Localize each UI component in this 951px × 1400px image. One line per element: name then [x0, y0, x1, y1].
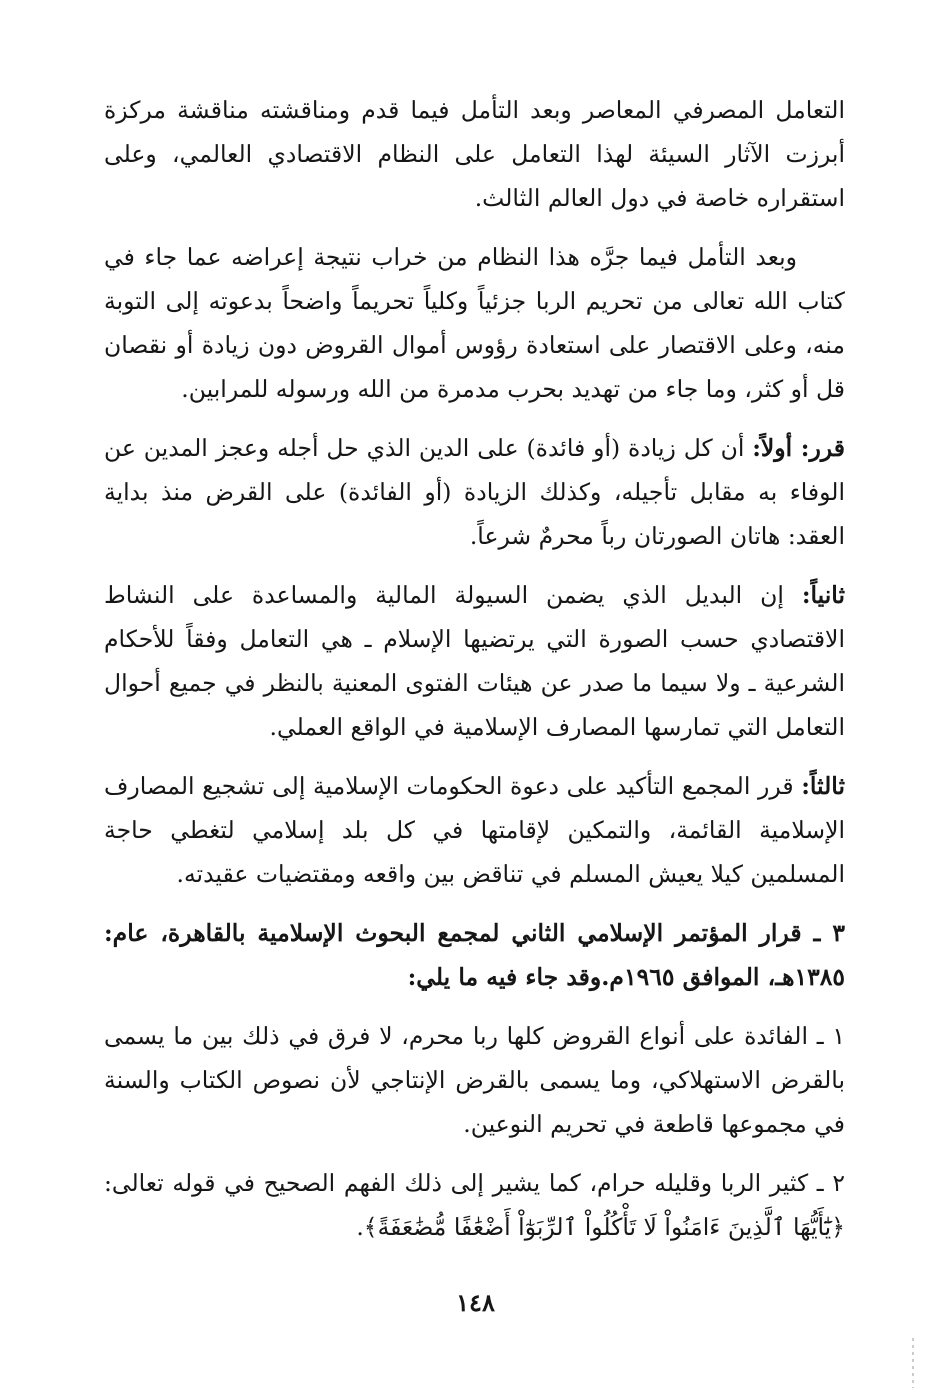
page-number: ١٤٨	[456, 1288, 495, 1317]
quran-verse: ﴿يَٰٓأَيُّهَا ٱلَّذِينَ ءَامَنُواْ لَا تَأْكُلُواْ ٱلرِّبَوٰٓاْ أَضْعَٰفًا مُّضَٰعَفَةً﴾	[363, 1213, 845, 1241]
paragraph-resolution-third	[104, 764, 845, 896]
paragraph-text: وبعد التأمل فيما جرَّه هذا النظام من خراب نتيجة إعراضه عما جاء في كتاب الله تعالى من تحريم الربا جزئياً وكلياً تحريماً واضحاً بدعوته إلى التوبة منه، وعلى الاقتصار على استعادة رؤوس أموال القروض دون زيادة أو نقصان قل أو كثر، وما جاء من تهديد بحرب مدمرة من الله ورسوله للمرابين.	[104, 243, 845, 403]
section-heading: ٣ ـ قرار المؤتمر الإسلامي الثاني لمجمع البحوث الإسلامية بالقاهرة، عام: ١٣٨٥هـ، الموافق ١٩٦٥م.وقد جاء فيه ما يلي:	[104, 919, 845, 991]
paragraph-intro	[104, 88, 845, 220]
scan-edge-mark	[912, 1338, 914, 1388]
paragraph-lead: ثالثاً:	[801, 772, 845, 800]
list-item	[104, 1014, 845, 1146]
paragraph-resolution-second	[104, 573, 845, 749]
list-item-tail: .	[356, 1213, 364, 1241]
paragraph-text: إن البديل الذي يضمن السيولة المالية والمساعدة على النشاط الاقتصادي حسب الصورة التي يرتضيها الإسلام ـ هي التعامل وفقاً للأحكام الشرعية ـ ولا سيما ما صدر عن هيئات الفتوى المعنية بالنظر في جميع أحوال التعامل التي تمارسها المصارف الإسلامية في الواقع العملي.	[104, 581, 845, 741]
paragraph-text: قرر المجمع التأكيد على دعوة الحكومات الإسلامية إلى تشجيع المصارف الإسلامية القائمة، والتمكين لإقامتها في كل بلد إسلامي لتغطي حاجة المسلمين كيلا يعيش المسلم في تناقض بين واقعه ومقتضيات عقيدته.	[104, 772, 845, 888]
paragraph-reflection	[104, 235, 845, 411]
paragraph-lead: قرر: أولاً:	[752, 434, 845, 462]
list-item	[104, 1161, 845, 1249]
list-item-text: ٢ ـ كثير الربا وقليله حرام، كما يشير إلى ذلك الفهم الصحيح في قوله تعالى:	[104, 1169, 845, 1197]
paragraph-lead: ثانياً:	[801, 581, 845, 609]
page-body	[104, 88, 845, 1264]
paragraph-text: أن كل زيادة (أو فائدة) على الدين الذي حل أجله وعجز المدين عن الوفاء به مقابل تأجيله، وكذلك الزيادة (أو الفائدة) على القرض منذ بداية العقد: هاتان الصورتان رباً محرمٌ شرعاً.	[104, 434, 845, 550]
paragraph-resolution-first	[104, 426, 845, 558]
paragraph-text: التعامل المصرفي المعاصر وبعد التأمل فيما قدم ومناقشته مناقشة مركزة أبرزت الآثار السيئة لهذا التعامل على النظام الاقتصادي العالمي، وعلى استقراره خاصة في دول العالم الثالث.	[104, 96, 845, 212]
list-item-text: ١ ـ الفائدة على أنواع القروض كلها ربا محرم، لا فرق في ذلك بين ما يسمى بالقرض الاستهلاكي، وما يسمى بالقرض الإنتاجي لأن نصوص الكتاب والسنة في مجموعها قاطعة في تحريم النوعين.	[104, 1022, 845, 1138]
